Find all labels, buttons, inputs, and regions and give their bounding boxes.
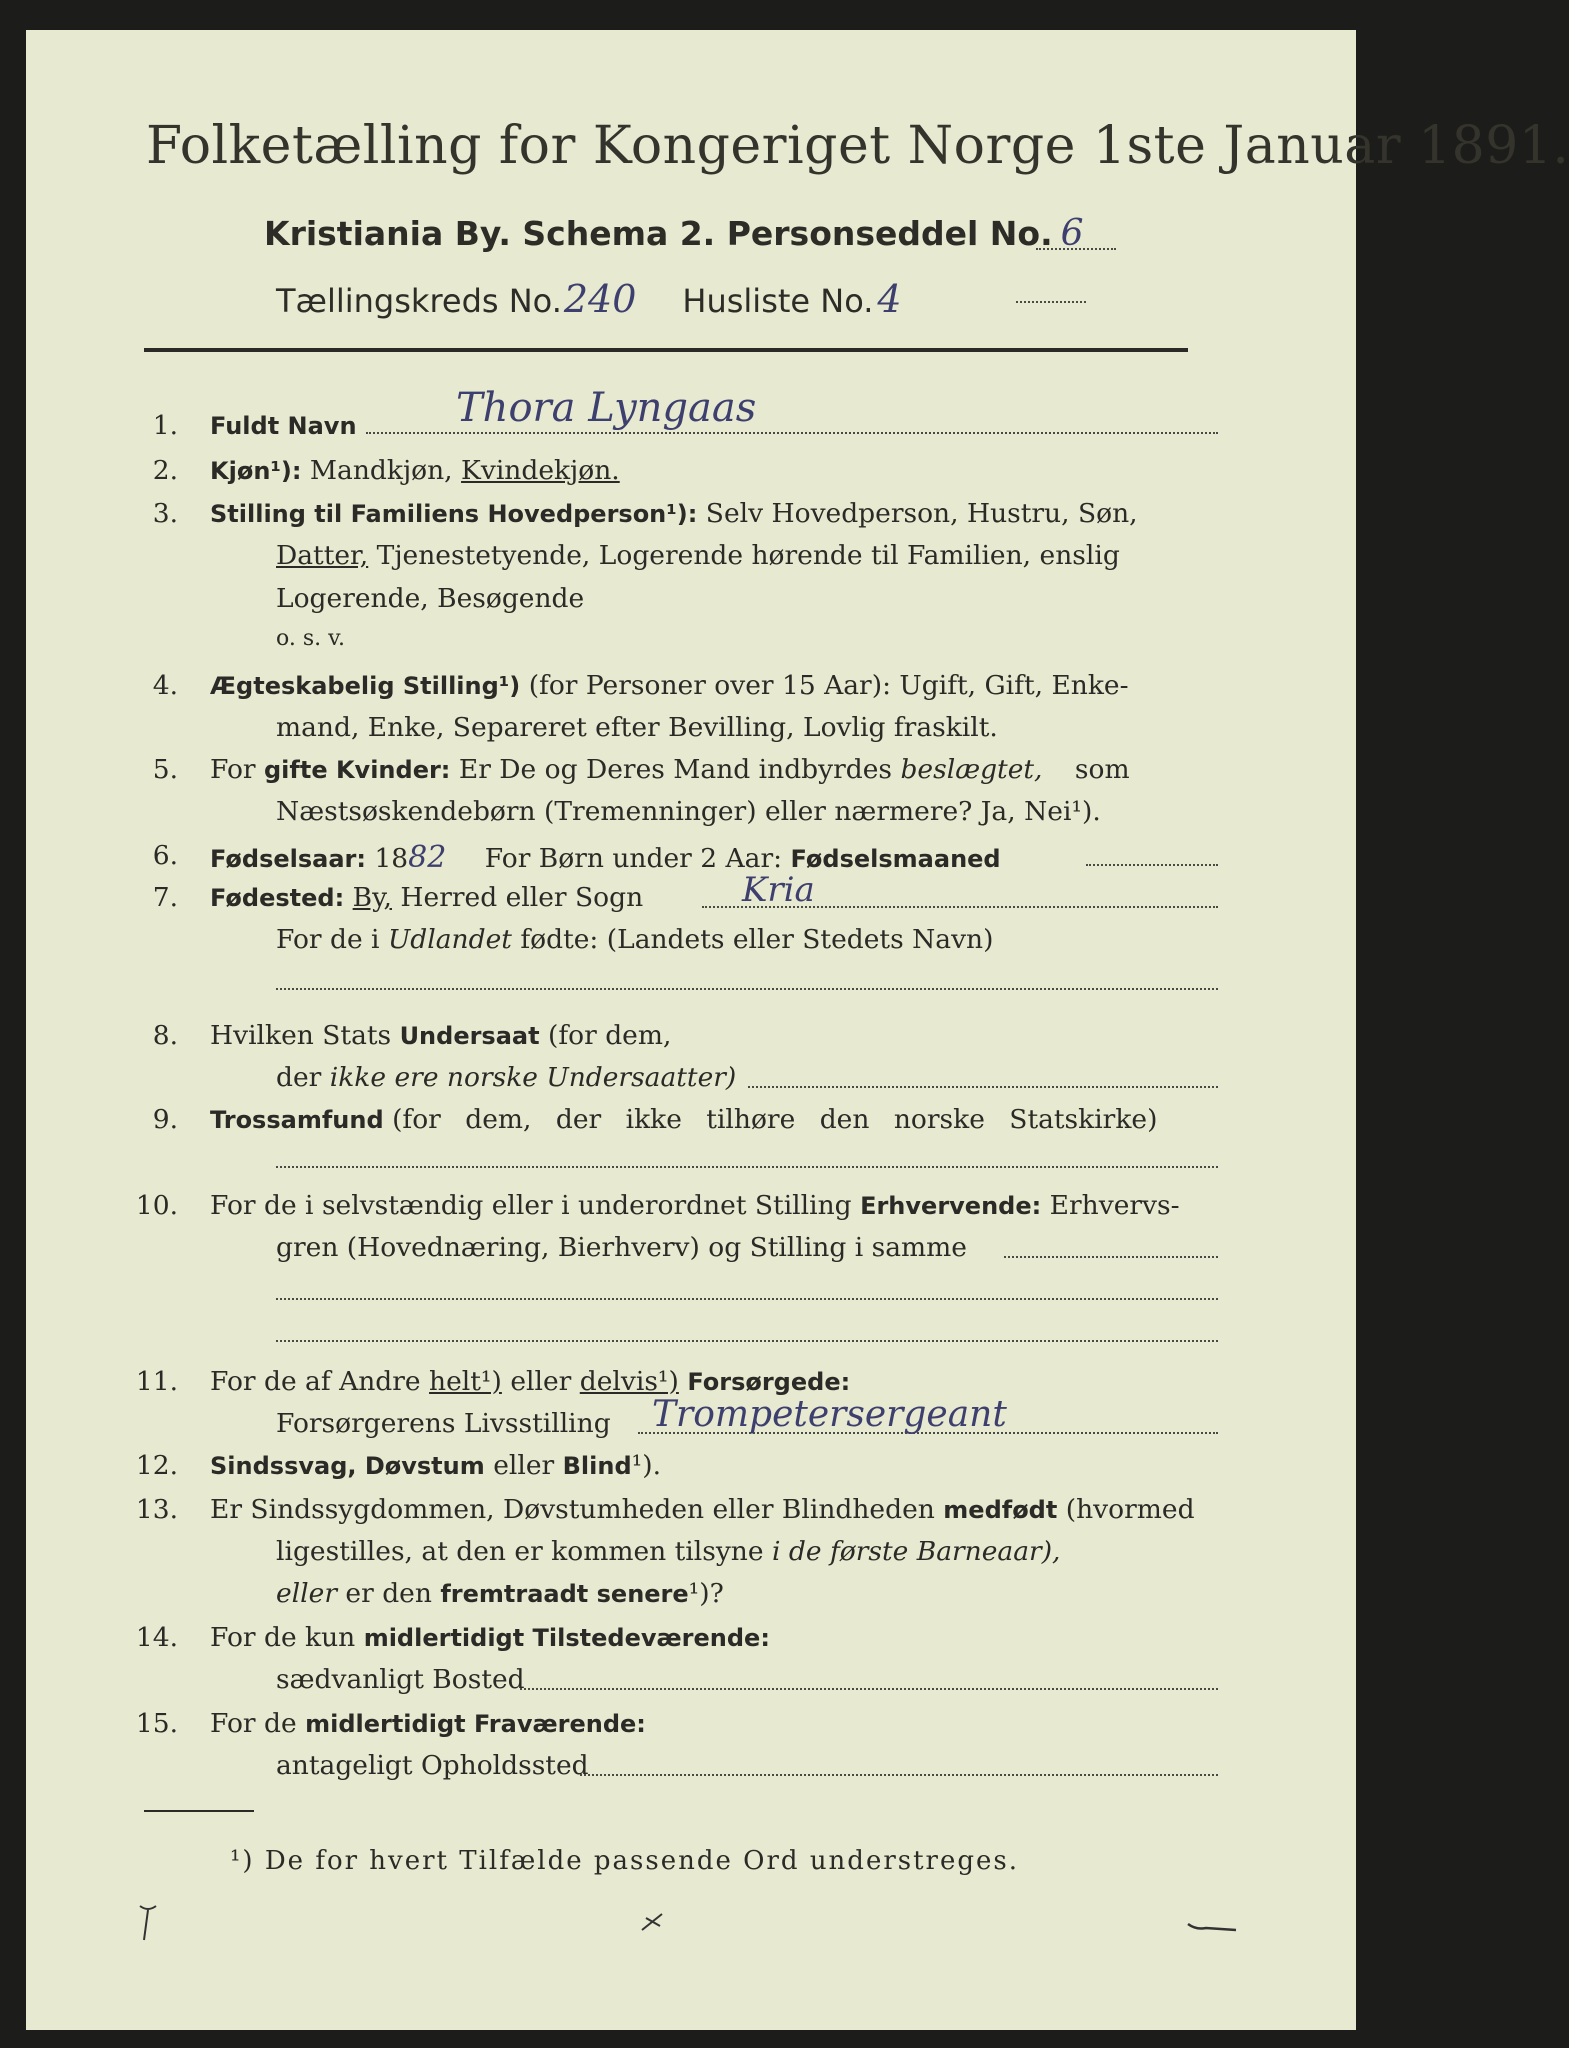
kreds-label: Tællingskreds No. [276,282,562,320]
temp-present-label: midlertidigt Tilstedeværende: [363,1624,770,1652]
birth-year-label: Fødselsaar: [210,845,366,873]
item-number: 7. [152,882,178,913]
disability-label-a: Sindssvag, Døvstum [210,1452,485,1480]
family-position-row-3: Logerende, Besøgende [276,583,585,614]
disability-footnote: ¹). [631,1450,662,1481]
full-name-row [210,410,357,441]
citizenship-row-2 [276,1062,736,1093]
item-number: 4. [152,670,178,701]
citizenship-der: der [276,1062,322,1093]
dotted-line [276,1166,1218,1168]
husliste-label: Husliste No. [682,282,874,320]
congenital-eller: eller [276,1578,337,1609]
provider-occupation-value: Trompetersergeant [652,1394,1007,1435]
sex-row [210,455,620,486]
birthplace-label: Fødested: [210,884,345,912]
birth-year-prefix: 18 [374,843,409,874]
citizenship-intro: Hvilken Stats [210,1020,392,1051]
form-title: Folketælling for Kongeriget Norge 1ste Januar 1891. [146,116,1569,176]
congenital-q2: ligestilles, at den er kommen tilsyne [276,1536,764,1567]
item-number: 1. [152,410,178,441]
dotted-line [1036,248,1116,250]
abroad-word: Udlandet [387,924,512,955]
sex-label: Kjøn¹): [210,457,302,485]
religion-condition: (for dem, der ikke tilhøre den norske Statskirke) [392,1104,1158,1135]
congenital-later: fremtraadt senere [440,1580,689,1608]
full-name-label: Fuldt Navn [210,412,357,440]
dotted-line [276,1340,1218,1342]
item-number: 10. [135,1190,178,1221]
temp-present-row [210,1622,770,1653]
kreds-line [276,277,902,321]
congenital-row-2 [276,1536,1060,1567]
subtitle-text: Kristiania By. Schema 2. Personseddel No. [264,214,1053,253]
marital-row-2: mand, Enke, Separeret efter Bevilling, Lovlig fraskilt. [276,712,998,743]
support-row-2: Forsørgerens Livsstilling [276,1408,611,1439]
citizenship-condition: ikke ere norske Undersaatter) [329,1062,737,1093]
married-women-row [210,754,1130,785]
header-rule [144,348,1188,352]
sex-option-male: Mandkjøn, [309,455,453,486]
birthplace-value: Kria [742,870,815,910]
dotted-line [1086,864,1218,866]
item-number: 2. [152,455,178,486]
birth-year-row [210,840,1001,875]
religion-label: Trossamfund [210,1106,384,1134]
religion-row [210,1104,1157,1135]
birth-year-value: 82 [408,840,447,875]
congenital-q3: er den [345,1578,432,1609]
married-women-label: gifte Kvinder: [264,756,451,784]
pen-mark [638,1910,668,1934]
item-number: 12. [135,1450,178,1481]
congenital-hvormed: (hvormed [1065,1494,1195,1525]
occupation-row-2: gren (Hovednæring, Bierhverv) og Stilling i samme [276,1232,967,1263]
birthplace-row [210,882,643,913]
item-number: 15. [135,1708,178,1739]
dotted-line [748,1086,1218,1088]
congenital-childhood: i de første Barneaar), [771,1536,1061,1567]
item-number: 5. [152,754,178,785]
abroad-intro: For de i [276,924,380,955]
census-form-sheet [26,30,1569,2030]
support-label: Forsørgede: [687,1368,851,1396]
personseddel-number: 6 [1060,213,1084,254]
disability-label-b: Blind [562,1452,632,1480]
temp-absent-row-2: antageligt Opholdssted [276,1750,589,1781]
congenital-q: Er Sindssygdommen, Døvstumheden eller Blindheden [210,1494,935,1525]
dotted-line [1016,301,1086,303]
family-position-row [210,498,1138,529]
occupation-label: Erhvervende: [860,1192,1042,1220]
dotted-line [520,1688,1218,1690]
congenital-label: medfødt [943,1496,1058,1524]
occupation-erhvervs: Erhvervs- [1049,1190,1180,1221]
kreds-number: 240 [563,277,637,321]
dotted-line [366,432,1218,434]
support-intro: For de af Andre [210,1366,421,1397]
citizenship-for: (for dem, [548,1020,672,1051]
married-women-related: beslægtet, [900,754,1043,785]
congenital-row [210,1494,1195,1525]
marital-row [210,670,1129,701]
temp-present-row-2: sædvanligt Bosted [276,1664,525,1695]
footnote: ¹) De for hvert Tilfælde passende Ord understreges. [230,1846,1020,1876]
dotted-line [1004,1256,1218,1258]
married-women-som: som [1074,754,1130,785]
birth-month-label: Fødselsmaaned [790,845,1001,873]
support-eller: eller [510,1366,572,1397]
item-number: 11. [135,1366,178,1397]
family-position-row-4: o. s. v. [276,626,345,651]
full-name-value: Thora Lyngaas [456,385,757,431]
sex-option-female: Kvindekjøn. [461,455,620,486]
husliste-number: 4 [877,277,902,321]
dotted-line [580,1774,1218,1776]
married-women-q1: Er De og Deres Mand indbyrdes [458,754,893,785]
birthplace-by: By, [352,882,392,913]
temp-absent-intro: For de [210,1708,297,1739]
abroad-rest: fødte: (Landets eller Stedets Navn) [520,924,994,955]
support-delvis: delvis¹) [579,1366,679,1397]
dotted-line [276,1298,1218,1300]
family-position-options: Selv Hovedperson, Hustru, Søn, [705,498,1138,529]
pen-mark [1186,1920,1246,1940]
disability-eller: eller [493,1450,555,1481]
option-datter: Datter, [276,540,369,571]
footnote-rule [144,1810,254,1812]
occupation-intro: For de i selvstændig eller i underordnet Stilling [210,1190,852,1221]
temp-absent-label: midlertidigt Fraværende: [305,1710,646,1738]
family-position-row-2 [276,540,1120,571]
item-number: 14. [135,1622,178,1653]
citizenship-row [210,1020,671,1051]
occupation-row [210,1190,1180,1221]
birth-month-intro: For Børn under 2 Aar: [484,843,783,874]
family-position-label: Stilling til Familiens Hovedperson¹): [210,500,698,528]
citizenship-label: Undersaat [399,1022,540,1050]
pen-mark [134,1900,174,1950]
support-helt: helt¹) [429,1366,502,1397]
item-number: 8. [152,1020,178,1051]
support-row [210,1366,850,1397]
congenital-row-3 [276,1578,724,1609]
birthplace-options: Herred eller Sogn [400,882,644,913]
item-number: 9. [152,1104,178,1135]
item-number: 3. [152,498,178,529]
marital-label: Ægteskabelig Stilling¹) [210,672,521,700]
temp-absent-row [210,1708,646,1739]
marital-options: (for Personer over 15 Aar): Ugift, Gift, Enke- [528,670,1129,701]
married-women-for: For [210,754,256,785]
item-number: 13. [135,1494,178,1525]
temp-present-intro: For de kun [210,1622,356,1653]
form-subtitle [264,213,1084,254]
congenital-footnote: ¹)? [688,1578,724,1609]
birthplace-row-2 [276,924,993,955]
disability-row [210,1450,661,1481]
dotted-line [276,988,1218,990]
item-number: 6. [152,840,178,871]
married-women-row-2: Næstsøskendebørn (Tremenninger) eller nærmere? Ja, Nei¹). [276,796,1101,827]
family-position-options-2: Tjenestetyende, Logerende hørende til Familien, enslig [376,540,1120,571]
